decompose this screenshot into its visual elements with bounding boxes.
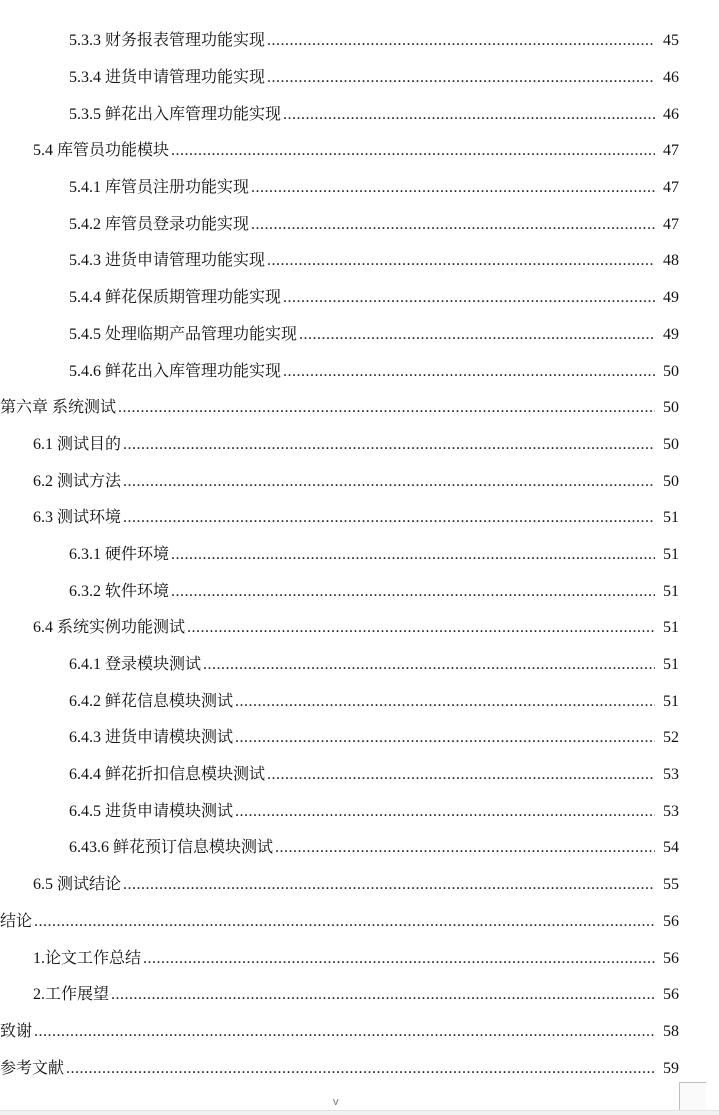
toc-entry-page-number: 47 <box>663 215 679 233</box>
toc-dot-leader <box>251 215 655 235</box>
toc-entry[interactable] <box>0 683 719 720</box>
toc-entry[interactable] <box>0 830 719 867</box>
toc-entry-page-number: 56 <box>663 949 679 967</box>
toc-dot-leader <box>283 288 655 308</box>
page-bottom-edge <box>0 1110 719 1115</box>
toc-entry-title: 5.4.3 进货申请管理功能实现 <box>69 252 266 270</box>
toc-entry-title: 6.5 测试结论 <box>33 876 122 894</box>
toc-entry-page-number: 53 <box>663 802 679 820</box>
toc-entry-title: 6.4.2 鲜花信息模块测试 <box>69 692 234 710</box>
toc-dot-leader <box>267 251 655 271</box>
toc-entry-title: 6.4.5 进货申请模块测试 <box>69 802 234 820</box>
toc-entry[interactable] <box>0 170 719 207</box>
toc-entry-page-number: 50 <box>663 362 679 380</box>
toc-dot-leader <box>275 838 655 858</box>
toc-entry[interactable] <box>0 537 719 574</box>
toc-dot-leader <box>267 68 655 88</box>
toc-entry[interactable] <box>0 647 719 684</box>
toc-entry-page-number: 50 <box>663 399 679 417</box>
toc-entry[interactable] <box>0 1050 719 1087</box>
toc-dot-leader <box>171 141 655 161</box>
toc-entry-title: 6.3.2 软件环境 <box>69 582 170 600</box>
toc-entry[interactable] <box>0 977 719 1014</box>
toc-entry[interactable] <box>0 23 719 60</box>
toc-entry[interactable] <box>0 793 719 830</box>
toc-entry[interactable] <box>0 867 719 904</box>
toc-entry-title: 6.3 测试环境 <box>33 509 122 527</box>
toc-entry[interactable] <box>0 390 719 427</box>
toc-dot-leader <box>111 985 655 1005</box>
toc-entry-page-number: 51 <box>663 582 679 600</box>
toc-entry-title: 5.3.3 财务报表管理功能实现 <box>69 32 266 50</box>
toc-entry-page-number: 49 <box>663 289 679 307</box>
toc-dot-leader <box>267 31 655 51</box>
toc-entry-page-number: 56 <box>663 986 679 1004</box>
toc-entry-title: 5.3.4 进货申请管理功能实现 <box>69 69 266 87</box>
toc-entry[interactable] <box>0 463 719 500</box>
toc-entry-page-number: 55 <box>663 876 679 894</box>
toc-entry-title: 6.2 测试方法 <box>33 472 122 490</box>
toc-dot-leader <box>66 1059 655 1079</box>
toc-entry-page-number: 51 <box>663 656 679 674</box>
toc-entry[interactable] <box>0 1014 719 1051</box>
toc-dot-leader <box>235 692 655 712</box>
toc-entry-title: 5.4.4 鲜花保质期管理功能实现 <box>69 289 282 307</box>
toc-dot-leader <box>143 949 655 969</box>
toc-entry[interactable] <box>0 353 719 390</box>
toc-entry-title: 5.4.5 处理临期产品管理功能实现 <box>69 325 298 343</box>
toc-entry-page-number: 53 <box>663 766 679 784</box>
toc-entry[interactable] <box>0 317 719 354</box>
toc-entry-page-number: 47 <box>663 142 679 160</box>
toc-entry[interactable] <box>0 904 719 941</box>
toc-entry[interactable] <box>0 573 719 610</box>
toc-dot-leader <box>34 912 655 932</box>
toc-dot-leader <box>123 435 655 455</box>
toc-entry-title: 6.3.1 硬件环境 <box>69 545 170 563</box>
toc-entry-title: 6.4.3 进货申请模块测试 <box>69 729 234 747</box>
toc-entry-title: 第六章 系统测试 <box>0 399 117 417</box>
toc-dot-leader <box>235 802 655 822</box>
toc-entry-page-number: 46 <box>663 69 679 87</box>
toc-entry-title: 参考文献 <box>0 1059 65 1077</box>
toc-entry-title: 5.4 库管员功能模块 <box>33 142 170 160</box>
toc-entry-page-number: 52 <box>663 729 679 747</box>
toc-entry-page-number: 48 <box>663 252 679 270</box>
toc-dot-leader <box>235 728 655 748</box>
toc-entry[interactable] <box>0 206 719 243</box>
toc-entry-page-number: 54 <box>663 839 679 857</box>
toc-entry-page-number: 58 <box>663 1022 679 1040</box>
page-footer-marker: v <box>333 1096 339 1108</box>
toc-entry-title: 1.论文工作总结 <box>33 949 142 967</box>
toc-dot-leader <box>118 398 655 418</box>
toc-dot-leader <box>123 508 655 528</box>
toc-dot-leader <box>123 875 655 895</box>
toc-entry[interactable] <box>0 757 719 794</box>
toc-entry[interactable] <box>0 243 719 280</box>
toc-dot-leader <box>203 655 655 675</box>
toc-dot-leader <box>267 765 655 785</box>
toc-entry-page-number: 47 <box>663 179 679 197</box>
toc-dot-leader <box>187 618 655 638</box>
toc-entry-title: 2.工作展望 <box>33 986 110 1004</box>
toc-entry-title: 6.4 系统实例功能测试 <box>33 619 186 637</box>
toc-entry-title: 致谢 <box>0 1022 33 1040</box>
page-corner-box <box>679 1082 706 1113</box>
toc-entry-page-number: 51 <box>663 545 679 563</box>
toc-entry-title: 5.4.6 鲜花出入库管理功能实现 <box>69 362 282 380</box>
toc-entry-page-number: 59 <box>663 1059 679 1077</box>
toc-entry[interactable] <box>0 940 719 977</box>
toc-entry-title: 6.4.1 登录模块测试 <box>69 656 202 674</box>
toc-entry[interactable] <box>0 133 719 170</box>
toc-entry[interactable] <box>0 500 719 537</box>
toc-entry[interactable] <box>0 280 719 317</box>
toc-dot-leader <box>171 545 655 565</box>
toc-entry-page-number: 51 <box>663 619 679 637</box>
toc-entry-page-number: 50 <box>663 472 679 490</box>
toc-dot-leader <box>299 325 655 345</box>
toc-entry-title: 6.1 测试目的 <box>33 435 122 453</box>
toc-dot-leader <box>283 105 655 125</box>
toc-entry-page-number: 56 <box>663 912 679 930</box>
toc-entry-title: 5.3.5 鲜花出入库管理功能实现 <box>69 105 282 123</box>
toc-entry-page-number: 50 <box>663 435 679 453</box>
toc-entry[interactable] <box>0 610 719 647</box>
toc-entry-page-number: 51 <box>663 509 679 527</box>
toc-entry-title: 6.43.6 鲜花预订信息模块测试 <box>69 839 274 857</box>
toc-entry-title: 结论 <box>0 912 33 930</box>
toc-entry[interactable] <box>0 720 719 757</box>
toc-entry-page-number: 49 <box>663 325 679 343</box>
toc-entry[interactable] <box>0 60 719 97</box>
toc-dot-leader <box>283 362 655 382</box>
toc-dot-leader <box>171 582 655 602</box>
toc-dot-leader <box>34 1022 655 1042</box>
toc-entry-page-number: 51 <box>663 692 679 710</box>
toc-entry[interactable] <box>0 96 719 133</box>
toc-dot-leader <box>123 472 655 492</box>
toc-entry-title: 6.4.4 鲜花折扣信息模块测试 <box>69 766 266 784</box>
table-of-contents <box>0 23 719 1087</box>
toc-entry-page-number: 46 <box>663 105 679 123</box>
toc-dot-leader <box>251 178 655 198</box>
toc-entry[interactable] <box>0 427 719 464</box>
toc-entry-page-number: 45 <box>663 32 679 50</box>
toc-entry-title: 5.4.2 库管员登录功能实现 <box>69 215 250 233</box>
toc-entry-title: 5.4.1 库管员注册功能实现 <box>69 179 250 197</box>
